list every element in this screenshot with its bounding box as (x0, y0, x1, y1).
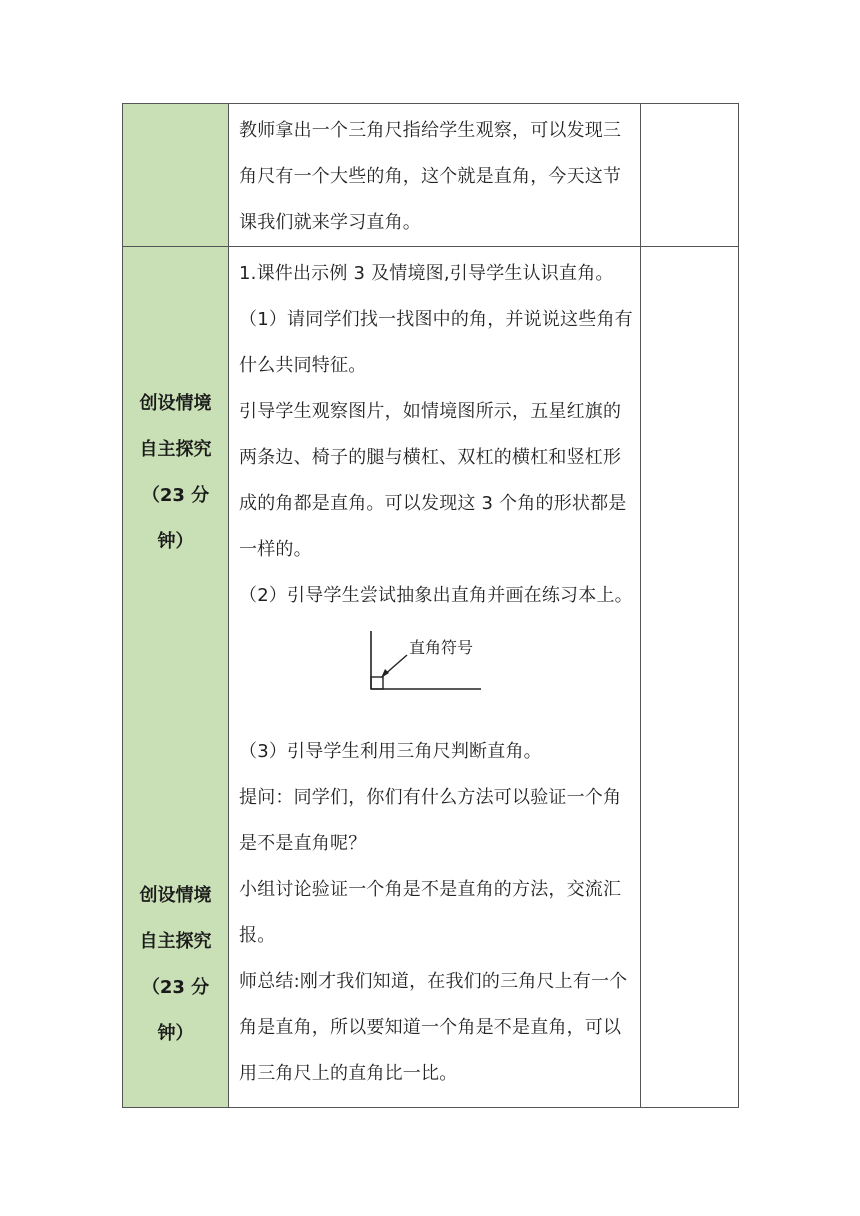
section-label-line: （23 分 (141, 485, 210, 506)
intro-row (123, 104, 739, 247)
section-label-bottom (123, 873, 228, 1057)
section-label-line: 钟） (157, 1023, 194, 1044)
right-angle-figure (239, 623, 634, 721)
section-label-line: 创设情境 (139, 393, 212, 414)
section-label-line: 钟） (157, 531, 194, 552)
section-label-line: 自主探究 (139, 931, 212, 952)
right-angle-symbol-label: 直角符号 (409, 638, 474, 657)
step-1a-paragraph: （1）请同学们找一找图中的角，并说说这些角有什么共同特征。 (239, 309, 633, 376)
question-paragraph: 提问：同学们，你们有什么方法可以验证一个角是不是直角呢？ (239, 787, 622, 854)
observation-paragraph: 引导学生观察图片，如情境图所示，五星红旗的两条边、椅子的腿与横杠、双杠的横杠和竖杠形成的角都是直角。可以发现这 3 个角的形状都是一样的。 (239, 401, 627, 560)
discussion-paragraph: 小组讨论验证一个角是不是直角的方法，交流汇报。 (239, 879, 622, 946)
explore-row (123, 247, 739, 1108)
section-label-line: （23 分 (141, 977, 210, 998)
step-2-paragraph: （2）引导学生尝试抽象出直角并画在练习本上。 (239, 585, 633, 606)
section-label-line: 创设情境 (139, 885, 212, 906)
section-label-line: 自主探究 (139, 439, 212, 460)
intro-notes-cell (641, 104, 739, 247)
step-1-paragraph: 1.课件出示例 3 及情境图,引导学生认识直角。 (239, 263, 614, 284)
explore-content-cell (229, 247, 641, 1108)
step-3-paragraph: （3）引导学生利用三角尺判断直角。 (239, 741, 542, 762)
section-label-top (123, 381, 228, 565)
summary-paragraph: 师总结:刚才我们知道，在我们的三角尺上有一个角是直角，所以要知道一个角是不是直角，可以用三角尺上的直角比一比。 (239, 971, 628, 1084)
intro-content-cell (229, 104, 641, 247)
explore-notes-cell (641, 247, 739, 1108)
intro-label-cell (123, 104, 229, 247)
intro-paragraph: 教师拿出一个三角尺指给学生观察，可以发现三角尺有一个大些的角，这个就是直角，今天这节课我们就来学习直角。 (239, 120, 622, 233)
lesson-plan-table (122, 103, 739, 1108)
explore-label-cell (123, 247, 229, 1108)
